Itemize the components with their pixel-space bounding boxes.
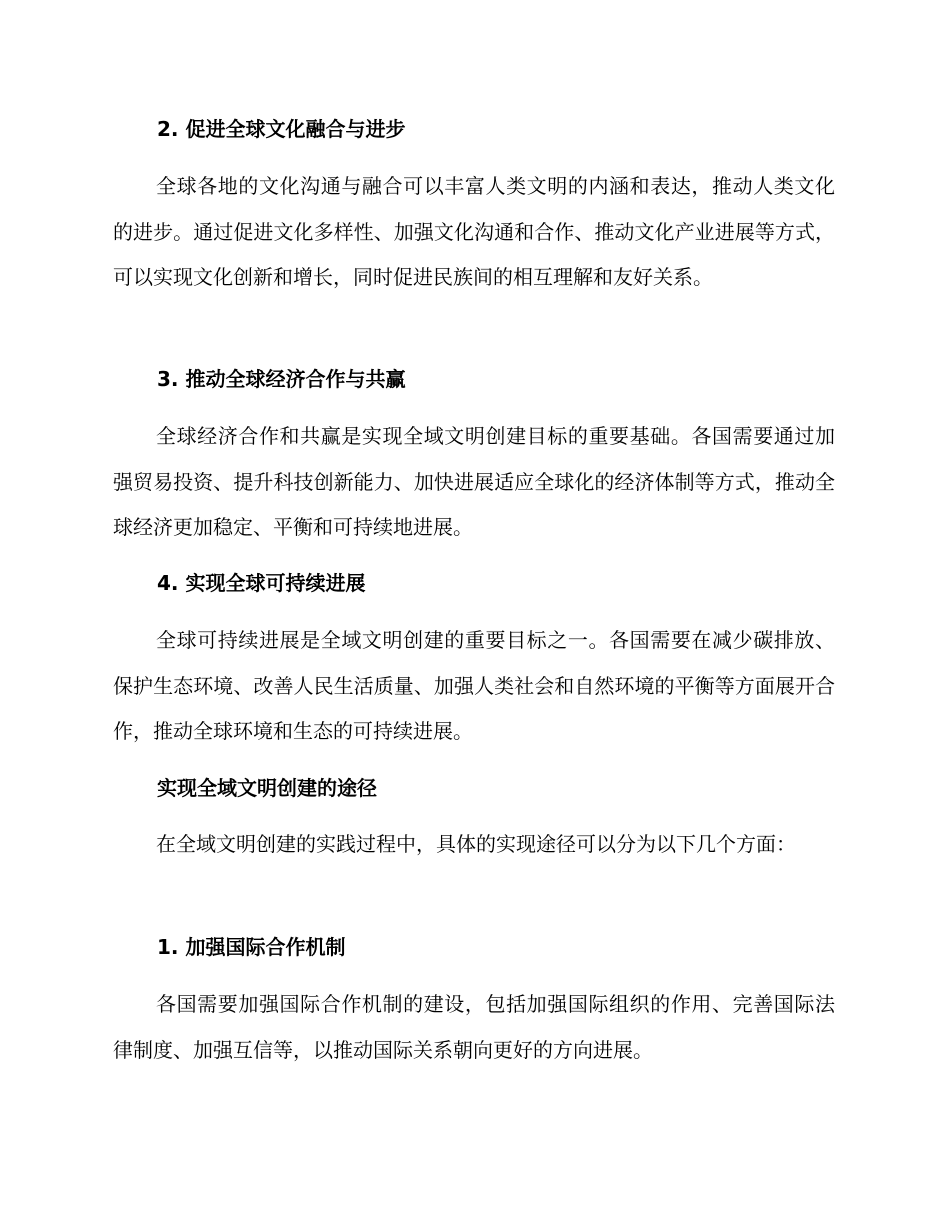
section-paragraph: 在全域文明创建的实践过程中，具体的实现途径可以分为以下几个方面：: [156, 832, 796, 856]
section-paragraph: 全球各地的文化沟通与融合可以丰富人类文明的内涵和表达，推动人类文化的进步。通过促进文化多样性、加强文化沟通和合作、推动文化产业进展等方式，可以实现文化创新和增长，同时促进民族间的相互理解和友好关系。: [113, 174, 835, 289]
section-heading: 2. 促进全球文化融合与进步: [157, 117, 406, 141]
section-paragraph: 各国需要加强国际合作机制的建设，包括加强国际组织的作用、完善国际法律制度、加强互信等，以推动国际关系朝向更好的方向进展。: [113, 992, 835, 1062]
section-heading: 实现全域文明创建的途径: [157, 776, 377, 800]
section-heading: 3. 推动全球经济合作与共赢: [157, 367, 406, 391]
section-paragraph: 全球经济合作和共赢是实现全域文明创建目标的重要基础。各国需要通过加强贸易投资、提升科技创新能力、加快进展适应全球化的经济体制等方式，推动全球经济更加稳定、平衡和可持续地进展。: [113, 424, 835, 539]
section-heading: 4. 实现全球可持续进展: [157, 571, 366, 595]
section-heading: 1. 加强国际合作机制: [157, 935, 346, 959]
section-paragraph: 全球可持续进展是全域文明创建的重要目标之一。各国需要在减少碳排放、保护生态环境、改善人民生活质量、加强人类社会和自然环境的平衡等方面展开合作，推动全球环境和生态的可持续进展。: [113, 628, 835, 743]
